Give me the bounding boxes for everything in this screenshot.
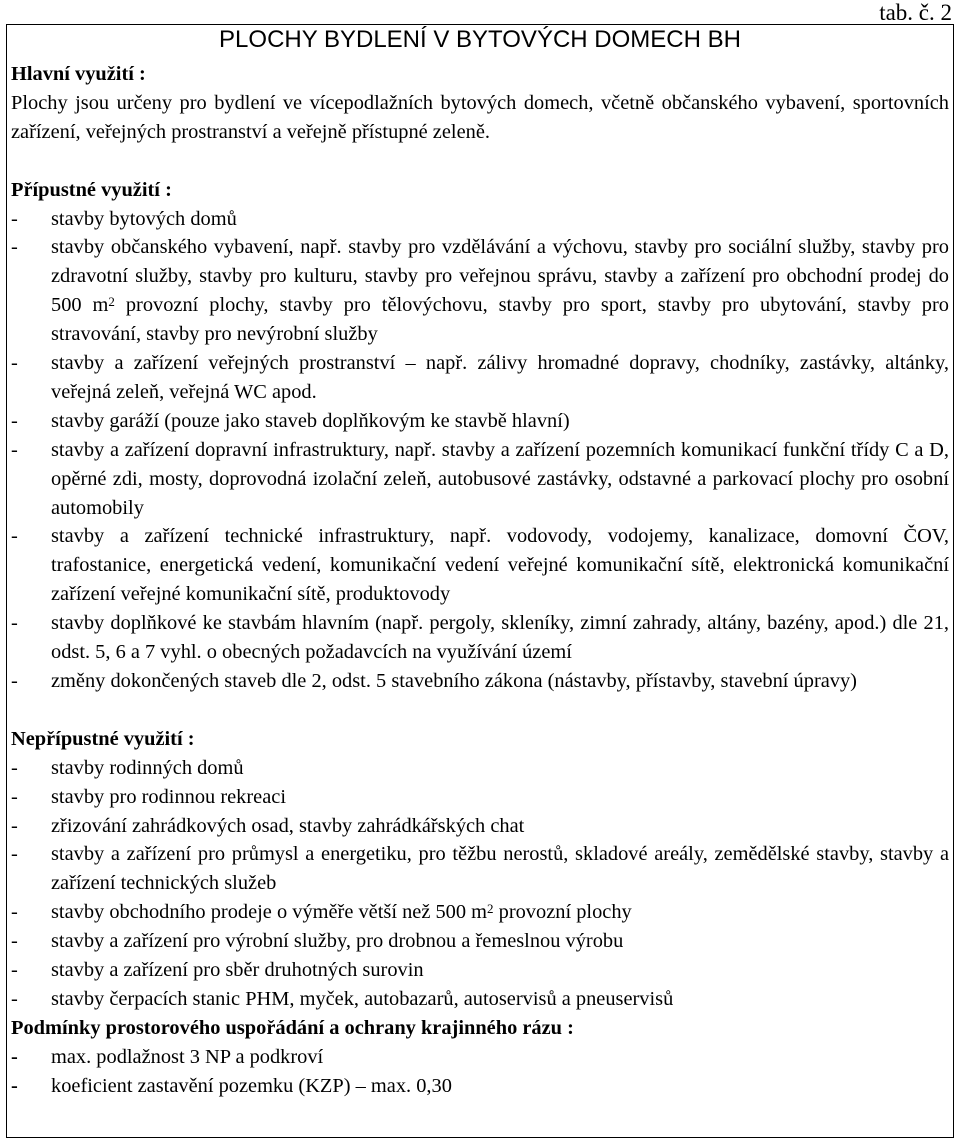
list-item — [11, 349, 949, 407]
list-dash: - — [11, 785, 18, 808]
list-dash: - — [11, 612, 18, 635]
list-item-text-head: stavby občanského vybavení, např. stavby pro vzdělávání a výchovu, stavby pro sociální služby, stavby pro zdravotní služby, stavby pro kulturu, stavby pro veřejnou správu, stavby a zařízení pro obchodní prodej do 500 m — [51, 236, 949, 317]
list-item-text: zřizování zahrádkových osad, stavby zahrádkářských chat — [51, 814, 525, 837]
list-dash: - — [11, 843, 18, 866]
list-item — [11, 233, 949, 349]
list-item-text: stavby a zařízení veřejných prostranství – např. zálivy hromadné dopravy, chodníky, zastávky, altánky, veřejná zeleň, veřejná WC apod. — [51, 352, 949, 403]
list-item-text: stavby a zařízení technické infrastruktury, např. vodovody, vodojemy, kanalizace, domovní ČOV, trafostanice, energetická vedení, komunikační vedení veřejné komunikační sítě, elektronická komunikační zařízení veřejné komunikační sítě, produktovody — [51, 525, 949, 606]
document-content — [11, 60, 949, 1101]
spatial-conditions-heading: Podmínky prostorového uspořádání a ochrany krajinného rázu : — [11, 1016, 574, 1039]
list-dash: - — [11, 525, 18, 548]
list-dash: - — [11, 409, 18, 432]
list-dash: - — [11, 987, 18, 1010]
list-item-text: stavby čerpacích stanic PHM, myček, autobazarů, autoservisů a pneuservisů — [51, 987, 674, 1010]
list-item — [11, 956, 949, 985]
list-dash: - — [11, 438, 18, 461]
list-dash: - — [11, 670, 18, 693]
page-title: PLOCHY BYDLENÍ V BYTOVÝCH DOMECH BH — [219, 26, 741, 53]
list-dash: - — [11, 901, 18, 924]
list-item — [11, 436, 949, 523]
list-item-text: stavby doplňkové ke stavbám hlavním (např. pergoly, skleníky, zimní zahrady, altány, bazény, apod.) dle 21, odst. 5, 6 a 7 vyhl. o obecných požadavcích na využívání území — [51, 612, 949, 664]
list-item-text-head: stavby obchodního prodeje o výměře větší než 500 m — [51, 901, 488, 924]
list-item-text — [51, 898, 949, 927]
list-item — [11, 927, 949, 956]
superscript: 2 — [108, 294, 115, 310]
list-item-text: stavby bytových domů — [51, 207, 237, 230]
list-item-text: stavby pro rodinnou rekreaci — [51, 785, 286, 808]
list-item — [11, 898, 949, 927]
list-item-text: změny dokončených staveb dle 2, odst. 5 stavebního zákona (nástavby, přístavby, stavební úpravy) — [51, 670, 857, 693]
table-reference: tab. č. 2 — [879, 0, 952, 25]
list-item — [11, 667, 949, 696]
list-item-text: stavby a zařízení pro průmysl a energetiku, pro těžbu nerostů, skladové areály, zemědělské stavby, stavby a zařízení technických služeb — [51, 843, 949, 895]
main-use-heading: Hlavní využití : — [11, 63, 146, 85]
list-item-text: stavby a zařízení dopravní infrastruktury, např. stavby a zařízení pozemních komunikací funkční třídy C a D, opěrné zdi, mosty, doprovodná izolační zeleň, autobusové zastávky, odstavné a parkovací plochy pro osobní automobily — [51, 438, 949, 519]
list-item — [11, 407, 949, 436]
superscript: 2 — [487, 901, 494, 917]
list-item — [11, 812, 949, 841]
list-item-text: max. podlažnost 3 NP a podkroví — [51, 1045, 324, 1068]
list-item-text-tail: provozní plochy, stavby pro tělovýchovu, stavby pro sport, stavby pro ubytování, stavby pro stravování, stavby pro nevýrobní služby — [51, 294, 949, 346]
list-dash: - — [11, 1074, 18, 1097]
impermissible-use-heading: Nepřípustné využití : — [11, 727, 195, 750]
list-item — [11, 609, 949, 667]
list-dash: - — [11, 814, 18, 837]
list-item-text-tail: provozní plochy — [493, 901, 632, 924]
list-dash: - — [11, 930, 18, 953]
permissible-use-heading: Přípustné využití : — [11, 178, 172, 201]
list-item — [11, 985, 949, 1014]
list-dash: - — [11, 756, 18, 779]
list-item — [11, 1072, 949, 1101]
list-item — [11, 1043, 949, 1072]
list-item-text: stavby rodinných domů — [51, 756, 244, 779]
main-use-text: Plochy jsou určeny pro bydlení ve vícepodlažních bytových domech, včetně občanského vybavení, sportovních zařízení, veřejných prostranství a veřejně přístupné zeleně. — [11, 91, 949, 143]
list-item — [11, 783, 949, 812]
list-item — [11, 522, 949, 609]
list-dash: - — [11, 352, 18, 375]
list-dash: - — [11, 236, 18, 259]
list-item — [11, 840, 949, 898]
list-item-text: stavby a zařízení pro sběr druhotných surovin — [51, 959, 424, 982]
list-item-text — [51, 233, 949, 349]
list-item-text: koeficient zastavění pozemku (KZP) – max. 0,30 — [51, 1074, 452, 1097]
list-dash: - — [11, 207, 18, 230]
list-item-text: stavby garáží (pouze jako staveb doplňkovým ke stavbě hlavní) — [51, 409, 570, 432]
spacer — [11, 147, 949, 176]
list-item — [11, 754, 949, 783]
list-item-text: stavby a zařízení pro výrobní služby, pro drobnou a řemeslnou výrobu — [51, 930, 624, 953]
list-item — [11, 205, 949, 234]
list-dash: - — [11, 1045, 18, 1068]
list-dash: - — [11, 959, 18, 982]
spacer — [11, 696, 949, 725]
